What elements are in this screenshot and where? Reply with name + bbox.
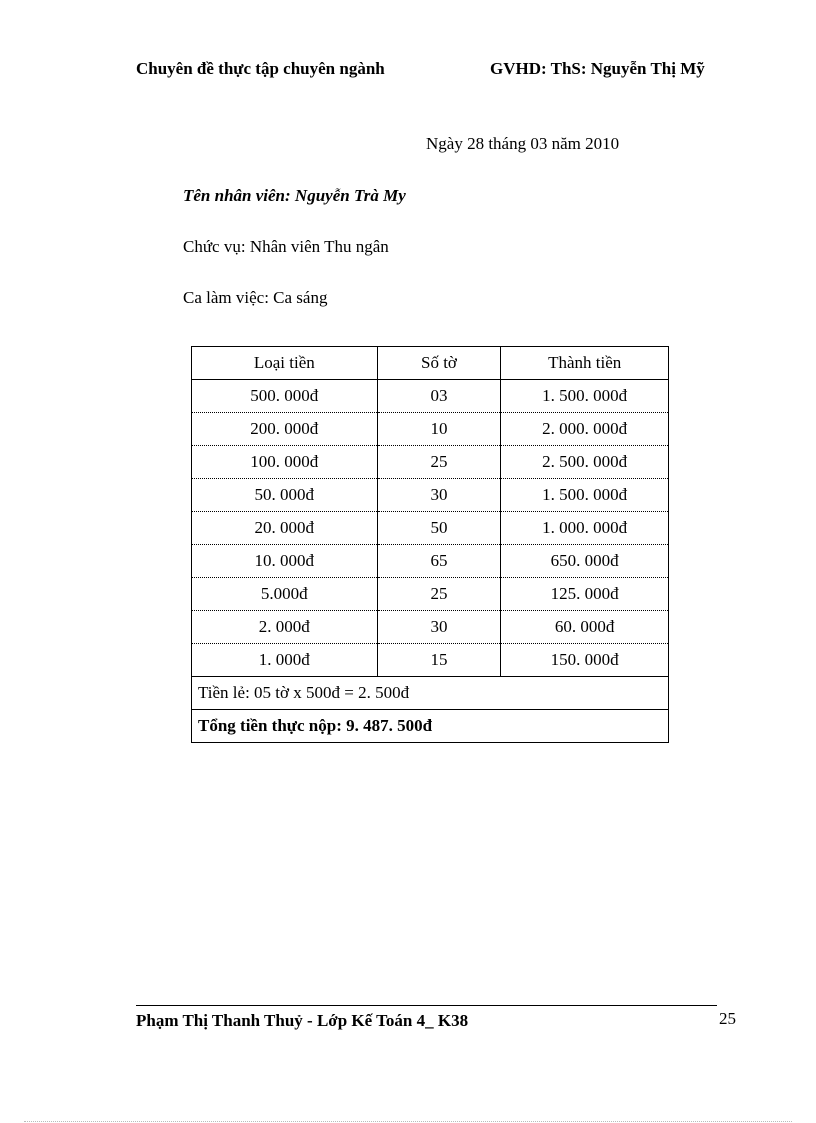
table-row	[192, 413, 669, 446]
cell-denomination: 5.000đ	[192, 578, 378, 611]
footer-author: Phạm Thị Thanh Thuỷ - Lớp Kế Toán 4_ K38	[136, 1011, 469, 1030]
cell-amount: 1. 500. 000đ	[501, 380, 669, 413]
cell-amount: 2. 000. 000đ	[501, 413, 669, 446]
cell-denomination: 500. 000đ	[192, 380, 378, 413]
cell-count: 30	[377, 611, 501, 644]
column-header-count: Số tờ	[377, 347, 501, 380]
cell-denomination: 50. 000đ	[192, 479, 378, 512]
table-row	[192, 644, 669, 677]
table-row	[192, 512, 669, 545]
cash-count-table	[191, 346, 669, 743]
table-row	[192, 479, 669, 512]
employee-position: Chức vụ: Nhân viên Thu ngân	[183, 237, 389, 256]
cell-count: 10	[377, 413, 501, 446]
page-edge-divider	[24, 1121, 792, 1122]
cell-amount: 1. 500. 000đ	[501, 479, 669, 512]
cell-amount: 125. 000đ	[501, 578, 669, 611]
employee-name: Tên nhân viên: Nguyễn Trà My	[183, 186, 406, 205]
cell-denomination: 100. 000đ	[192, 446, 378, 479]
header-title: Chuyên đề thực tập chuyên ngành	[136, 59, 385, 78]
table-header-row	[192, 347, 669, 380]
cell-count: 50	[377, 512, 501, 545]
cell-count: 15	[377, 644, 501, 677]
cell-count: 65	[377, 545, 501, 578]
document-date: Ngày 28 tháng 03 năm 2010	[426, 134, 620, 153]
total-row	[192, 710, 669, 743]
cell-denomination: 1. 000đ	[192, 644, 378, 677]
table-row	[192, 380, 669, 413]
employee-shift: Ca làm việc: Ca sáng	[183, 288, 328, 307]
table-row	[192, 578, 669, 611]
cell-denomination: 20. 000đ	[192, 512, 378, 545]
total-summary: Tổng tiền thực nộp: 9. 487. 500đ	[192, 710, 669, 743]
cell-amount: 2. 500. 000đ	[501, 446, 669, 479]
cell-count: 25	[377, 578, 501, 611]
cell-denomination: 10. 000đ	[192, 545, 378, 578]
column-header-denomination: Loại tiền	[192, 347, 378, 380]
cell-amount: 650. 000đ	[501, 545, 669, 578]
cell-count: 25	[377, 446, 501, 479]
cell-amount: 60. 000đ	[501, 611, 669, 644]
cell-count: 03	[377, 380, 501, 413]
column-header-amount: Thành tiền	[501, 347, 669, 380]
cell-count: 30	[377, 479, 501, 512]
cell-amount: 1. 000. 000đ	[501, 512, 669, 545]
page-number: 25	[719, 1009, 736, 1028]
table-row	[192, 545, 669, 578]
change-summary: Tiền lẻ: 05 tờ x 500đ = 2. 500đ	[192, 677, 669, 710]
cell-denomination: 2. 000đ	[192, 611, 378, 644]
header-advisor: GVHD: ThS: Nguyễn Thị Mỹ	[490, 59, 705, 78]
footer-divider	[136, 1005, 717, 1006]
change-row	[192, 677, 669, 710]
table-row	[192, 446, 669, 479]
cell-amount: 150. 000đ	[501, 644, 669, 677]
table-row	[192, 611, 669, 644]
cell-denomination: 200. 000đ	[192, 413, 378, 446]
